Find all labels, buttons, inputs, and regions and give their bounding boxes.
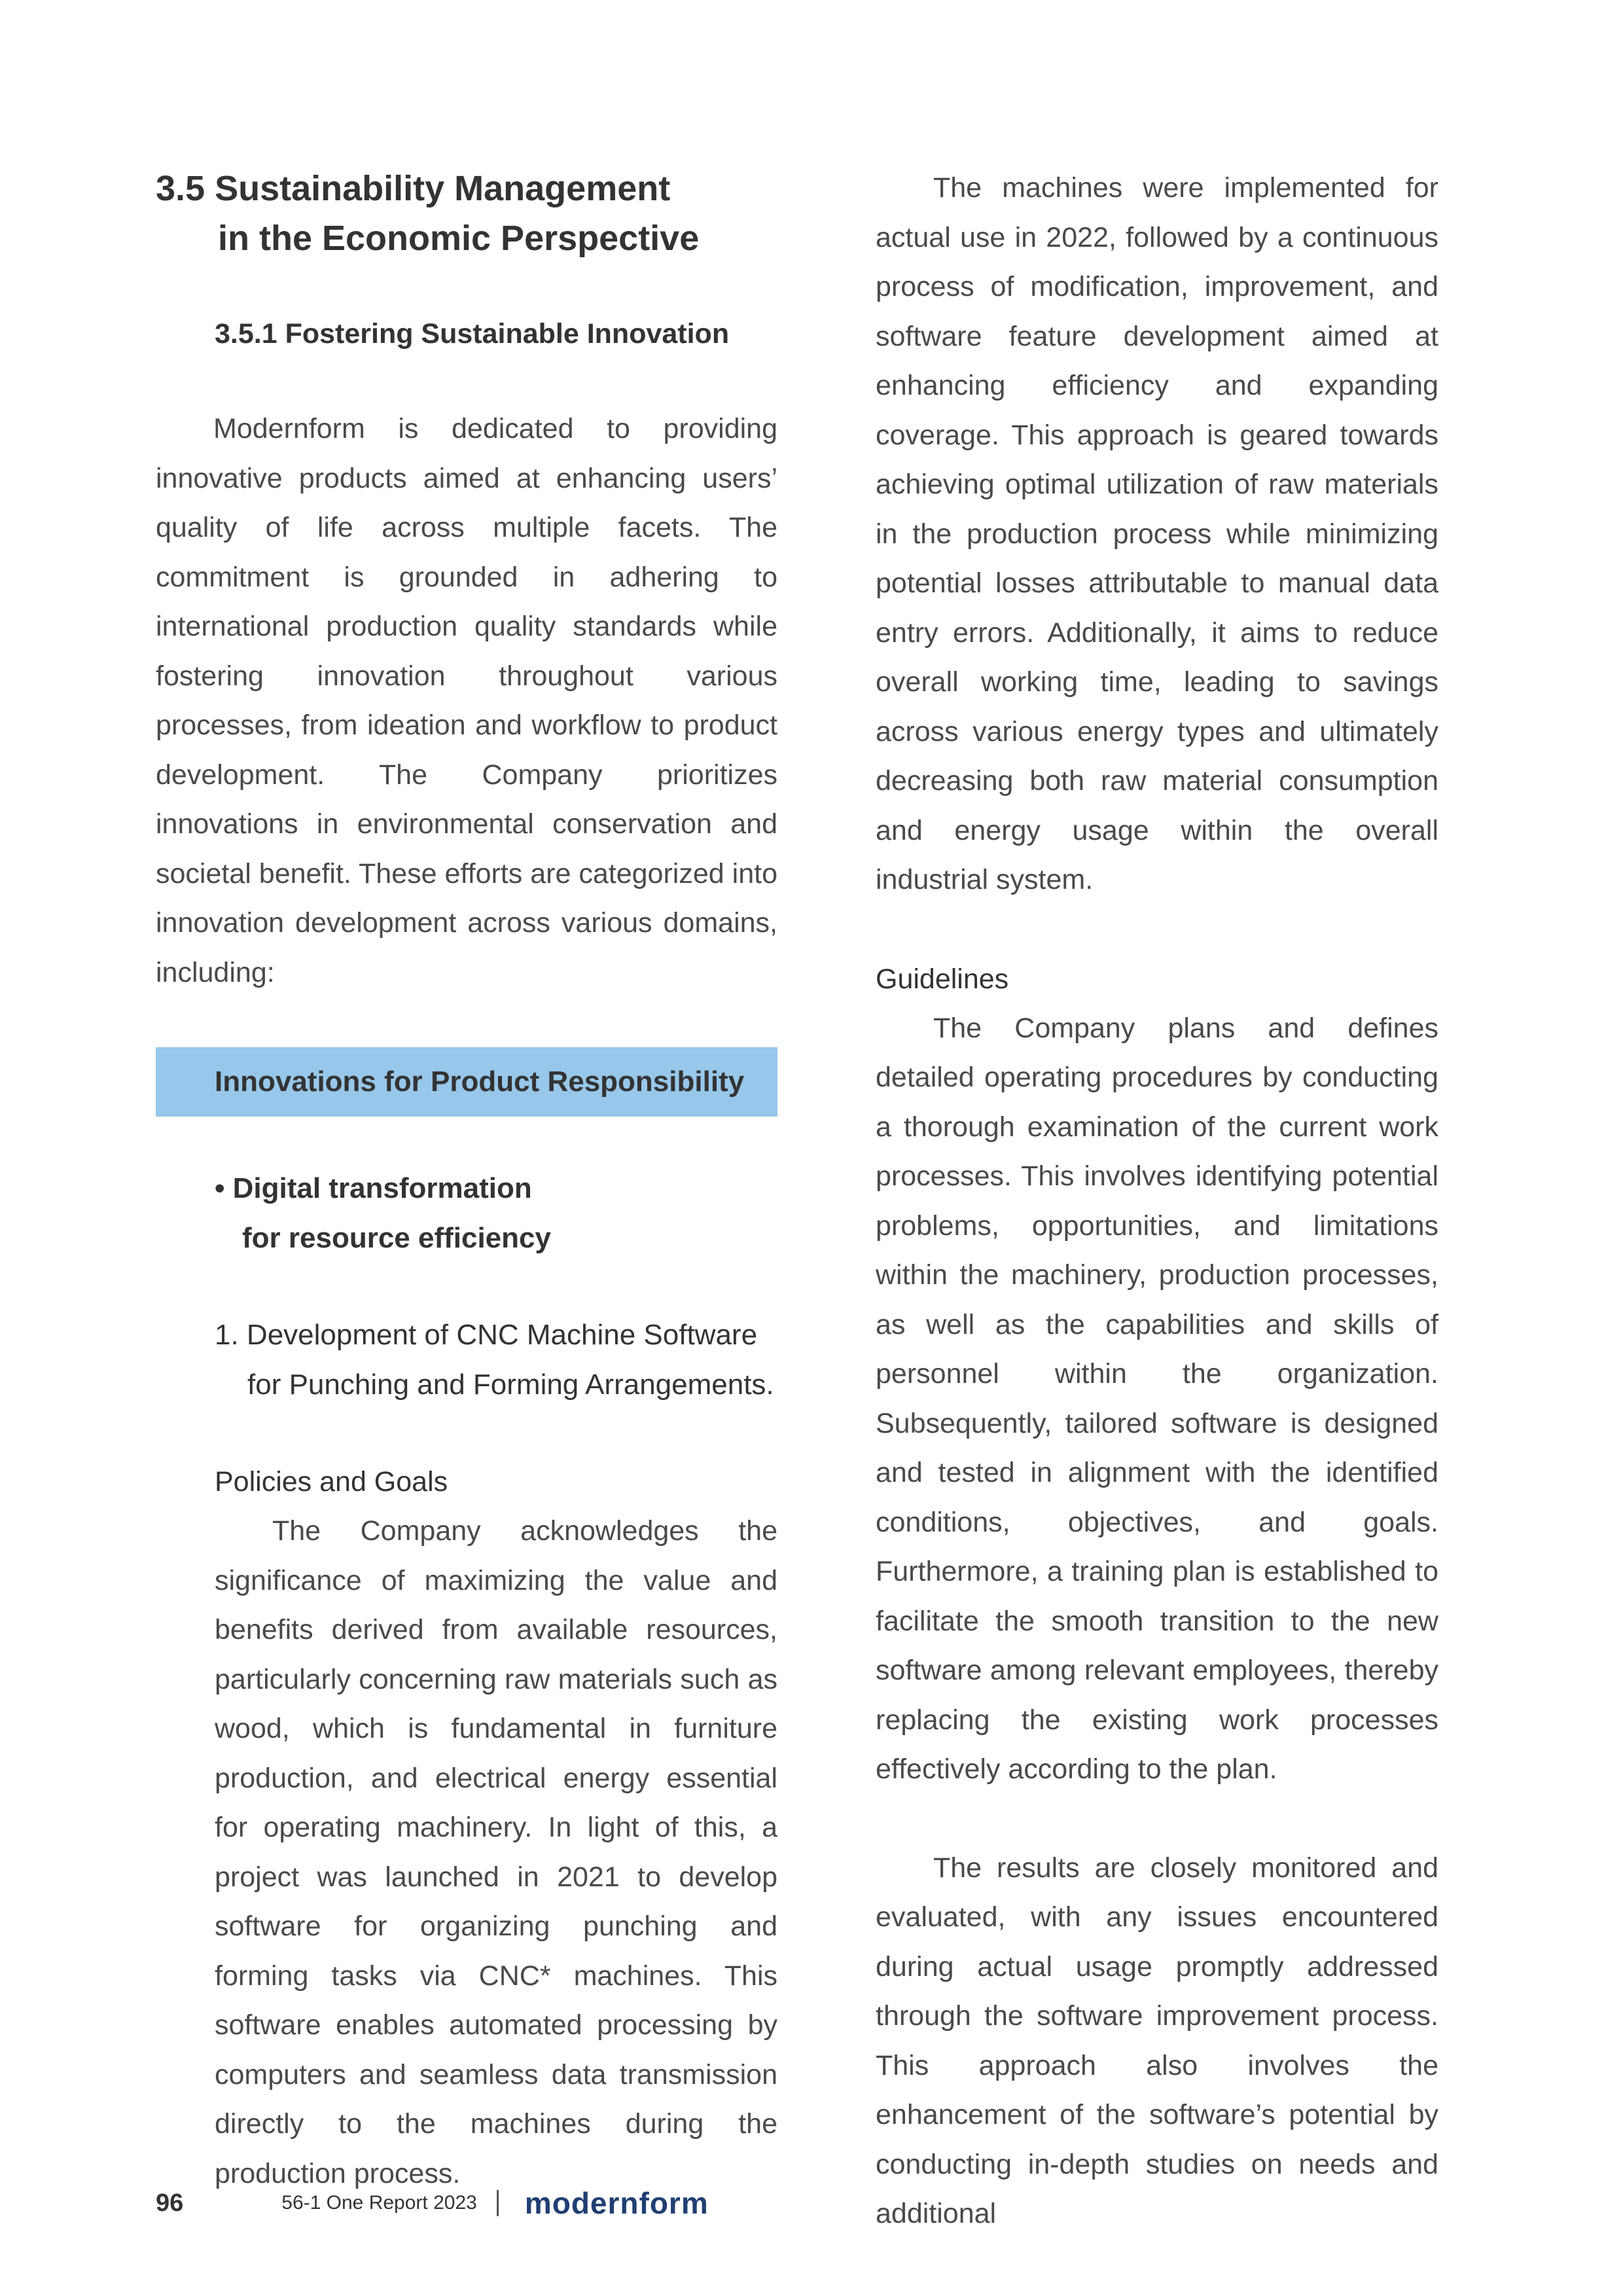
page-footer: [156, 2183, 709, 2223]
page-number: 96: [156, 2189, 184, 2217]
policies-paragraph: The Company acknowledges the significance of maximizing the value and benefits derived from available resources, particularly concerning raw materials such as wood, which is fundamental in furniture production, and electrical energy essential for operating machinery. In light of this, a project was launched in 2021 to develop software for organizing punching and forming tasks via CNC* machines. This software enables automated processing by computers and seamless data transmission directly to the machines during the production process.: [215, 1515, 777, 2189]
numbered-heading-line1: 1. Development of CNC Machine Software: [215, 1319, 758, 1351]
report-label: 56-1 One Report 2023: [281, 2192, 477, 2214]
subsection-title: 3.5.1 Fostering Sustainable Innovation: [215, 318, 730, 350]
bullet-heading-line2: for resource efficiency: [242, 1222, 551, 1254]
section-title-line2: in the Economic Perspective: [218, 219, 700, 258]
right-column: [876, 164, 1438, 2239]
policies-block: [215, 1457, 777, 2198]
left-column: [156, 164, 777, 2198]
bullet-heading: [215, 1164, 777, 1263]
modernform-logo: modernform: [524, 2186, 709, 2220]
intro-paragraph: Modernform is dedicated to providing innovative products aimed at enhancing users’ quality of life across multiple facets. The commitment is grounded in adhering to international production quality standards while fostering innovation throughout various processes, from ideation and workflow to product development. The Company prioritizes innovations in environmental conservation and societal benefit. These efforts are categorized into innovation development across various domains, including:: [156, 413, 777, 988]
section-title: [156, 164, 777, 263]
numbered-heading: [215, 1310, 777, 1410]
results-paragraph: The results are closely monitored and evaluated, with any issues encountered during actual usage promptly addressed through the software improvement process. This approach also involves the enhancement of the software’s potential by conducting in-depth studies on needs and additional: [876, 1852, 1438, 2229]
section-title-line1: 3.5 Sustainability Management: [156, 169, 671, 208]
category-banner: Innovations for Product Responsibility: [156, 1047, 777, 1117]
implementation-paragraph: The machines were implemented for actual use in 2022, followed by a continuous process of modification, improvement, and software feature development aimed at enhancing efficiency and expanding coverage. This approach is geared towards achieving optimal utilization of raw materials in the production process while minimizing potential losses attributable to manual data entry errors. Additionally, it aims to reduce overall working time, leading to savings across various energy types and ultimately decreasing both raw material consumption and energy usage within the overall industrial system.: [876, 172, 1438, 895]
bullet-heading-line1: • Digital transformation: [215, 1172, 532, 1204]
footer-divider: [497, 2190, 499, 2216]
policies-heading: Policies and Goals: [215, 1466, 448, 1498]
guidelines-heading: Guidelines: [876, 963, 1009, 995]
numbered-heading-line2: for Punching and Forming Arrangements.: [247, 1369, 774, 1401]
guidelines-paragraph: The Company plans and defines detailed operating procedures by conducting a thorough examination of the current work processes. This involves identifying potential problems, opportunities, and limitations within the machinery, production processes, as well as the capabilities and skills of personnel within the organization. Subsequently, tailored software is designed and tested in alignment with the identified conditions, objectives, and goals. Furthermore, a training plan is established to facilitate the smooth transition to the new software among relevant employees, thereby replacing the existing work processes effectively according to the plan.: [876, 1012, 1438, 1785]
